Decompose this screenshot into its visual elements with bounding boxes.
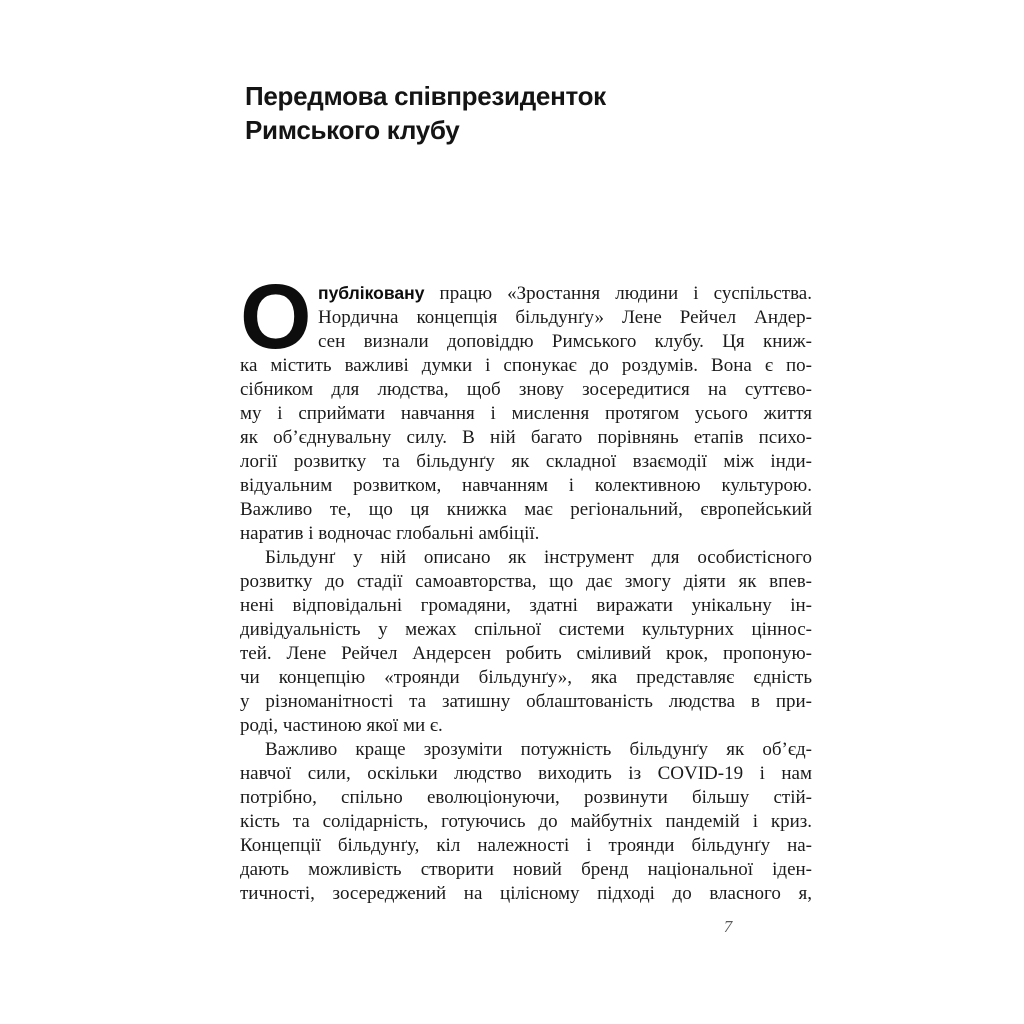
text-line: нені відповідальні громадяни, здатні виражати унікальну ін- bbox=[240, 595, 812, 616]
text-line: тичності, зосереджений на цілісному підході до власного я, bbox=[240, 883, 812, 904]
drop-cap: О bbox=[240, 266, 312, 368]
text-line: наратив і водночас глобальні амбіції. bbox=[240, 523, 540, 544]
text-line: як об’єднувальну силу. В ній багато порівнянь етапів психо- bbox=[240, 427, 812, 448]
text-line: логії розвитку та більдунґу як складної взаємодії між інди- bbox=[240, 451, 812, 472]
text-line: дають можливість створити новий бренд національної іден- bbox=[240, 859, 812, 880]
text-line: потрібно, спільно еволюціонуючи, розвинути більшу стій- bbox=[240, 787, 812, 808]
text-line: публіковану працю «Зростання людини і суспільства. bbox=[318, 283, 812, 304]
paragraph bbox=[240, 738, 812, 906]
body-text bbox=[240, 266, 812, 906]
text-line: кість та солідарність, готуючись до майбутніх пандемій і криз. bbox=[240, 811, 812, 832]
chapter-heading bbox=[245, 79, 606, 147]
text-line: му і сприймати навчання і мислення протягом усього життя bbox=[240, 403, 812, 424]
page-number: 7 bbox=[723, 917, 733, 936]
text-line: навчої сили, оскільки людство виходить із COVID-19 і нам bbox=[240, 763, 812, 784]
text-line: Важливо краще зрозуміти потужність більдунґу як об’єд- bbox=[265, 739, 812, 760]
text-line: Нордична концепція більдунґу» Лене Рейчел Андер- bbox=[318, 307, 812, 328]
chapter-heading-line-1: Передмова співпрезиденток bbox=[245, 81, 606, 111]
text-line: відуальним розвитком, навчанням і колективною культурою. bbox=[240, 475, 812, 496]
text-line: сен визнали доповіддю Римського клубу. Ця книж- bbox=[318, 331, 812, 352]
text-line: дивідуальність у межах спільної системи культурних ціннос- bbox=[240, 619, 812, 640]
text-line: Концепції більдунґу, кіл належності і троянди більдунґу на- bbox=[240, 835, 812, 856]
paragraph bbox=[240, 266, 812, 546]
text-line: роді, частиною якої ми є. bbox=[240, 715, 443, 736]
text-line: у різноманітності та затишну облаштованість людства в при- bbox=[240, 691, 812, 712]
lead-word: публіковану bbox=[318, 283, 425, 303]
text-line: тей. Лене Рейчел Андерсен робить сміливий крок, пропоную- bbox=[240, 643, 812, 664]
text-line: Більдунґ у ній описано як інструмент для особистісного bbox=[265, 547, 812, 568]
text-line: ка містить важливі думки і спонукає до роздумів. Вона є по- bbox=[240, 355, 812, 376]
text-line: розвитку до стадії самоавторства, що дає змогу діяти як впев- bbox=[240, 571, 812, 592]
text-line: чи концепцію «троянди більдунґу», яка представляє єдність bbox=[240, 667, 812, 688]
chapter-heading-line-2: Римського клубу bbox=[245, 115, 460, 145]
paragraph bbox=[240, 546, 812, 738]
text-line: сібником для людства, щоб знову зосередитися на суттєво- bbox=[240, 379, 812, 400]
text-line: Важливо те, що ця книжка має регіональний, європейський bbox=[240, 499, 812, 520]
